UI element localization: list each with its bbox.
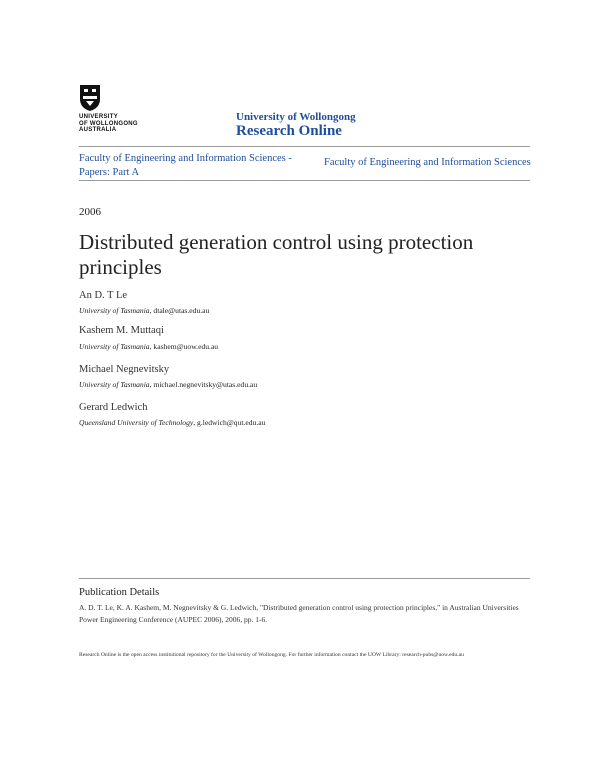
publication-details-text: A. D. T. Le, K. A. Kashem, M. Negnevitsky & G. Ledwich, "Distributed generation control using protection principles," in Australian Universities Power Engineering Conference (AUPEC 2006), 2006, pp. 1-6. [79, 603, 519, 624]
publication-details-heading: Publication Details [79, 587, 160, 598]
collections-divider [79, 180, 530, 181]
research-online-link[interactable]: Research Online [236, 123, 342, 139]
author-email[interactable]: , dtale@utas.edu.au [149, 306, 210, 315]
author-name: Gerard Ledwich [79, 402, 148, 413]
paper-title: Distributed generation control using protection principles [79, 230, 474, 279]
collection-line-2: Papers: Part A [79, 167, 140, 178]
author-institution: University of Tasmania [79, 342, 150, 351]
university-name-link[interactable]: University of Wollongong [236, 111, 356, 123]
author-email[interactable]: , kashem@uow.edu.au [149, 342, 219, 351]
author-name: An D. T Le [79, 290, 128, 301]
collection-link-papers[interactable] [79, 152, 319, 180]
author-affiliation [79, 306, 209, 315]
publication-year: 2006 [79, 206, 101, 218]
header-divider [79, 146, 530, 147]
university-logo[interactable] [79, 84, 145, 136]
author-institution: University of Tasmania [79, 306, 150, 315]
author-email[interactable]: , g.ledwich@qut.edu.au [193, 418, 266, 427]
collection-link-faculty[interactable]: Faculty of Engineering and Information Sciences [324, 157, 531, 168]
author-name: Kashem M. Muttaqi [79, 325, 164, 336]
collection-line-1: Faculty of Engineering and Information Sciences - [79, 153, 292, 164]
publication-divider [79, 578, 530, 579]
author-affiliation [79, 380, 257, 389]
author-name: Michael Negnevitsky [79, 364, 170, 375]
author-affiliation [79, 342, 218, 351]
author-institution: University of Tasmania [79, 380, 150, 389]
author-affiliation [79, 418, 265, 427]
repository-footer-note: Research Online is the open access institutional repository for the University of Wollongong. For further information contact the UOW Library: research-pubs@uow.edu.au [79, 652, 464, 658]
logo-text: UNIVERSITY OF WOLLONGONG AUSTRALIA [79, 114, 138, 133]
crest-icon [79, 84, 101, 112]
author-institution: Queensland University of Technology [79, 418, 194, 427]
author-email[interactable]: , michael.negnevitsky@utas.edu.au [149, 380, 258, 389]
